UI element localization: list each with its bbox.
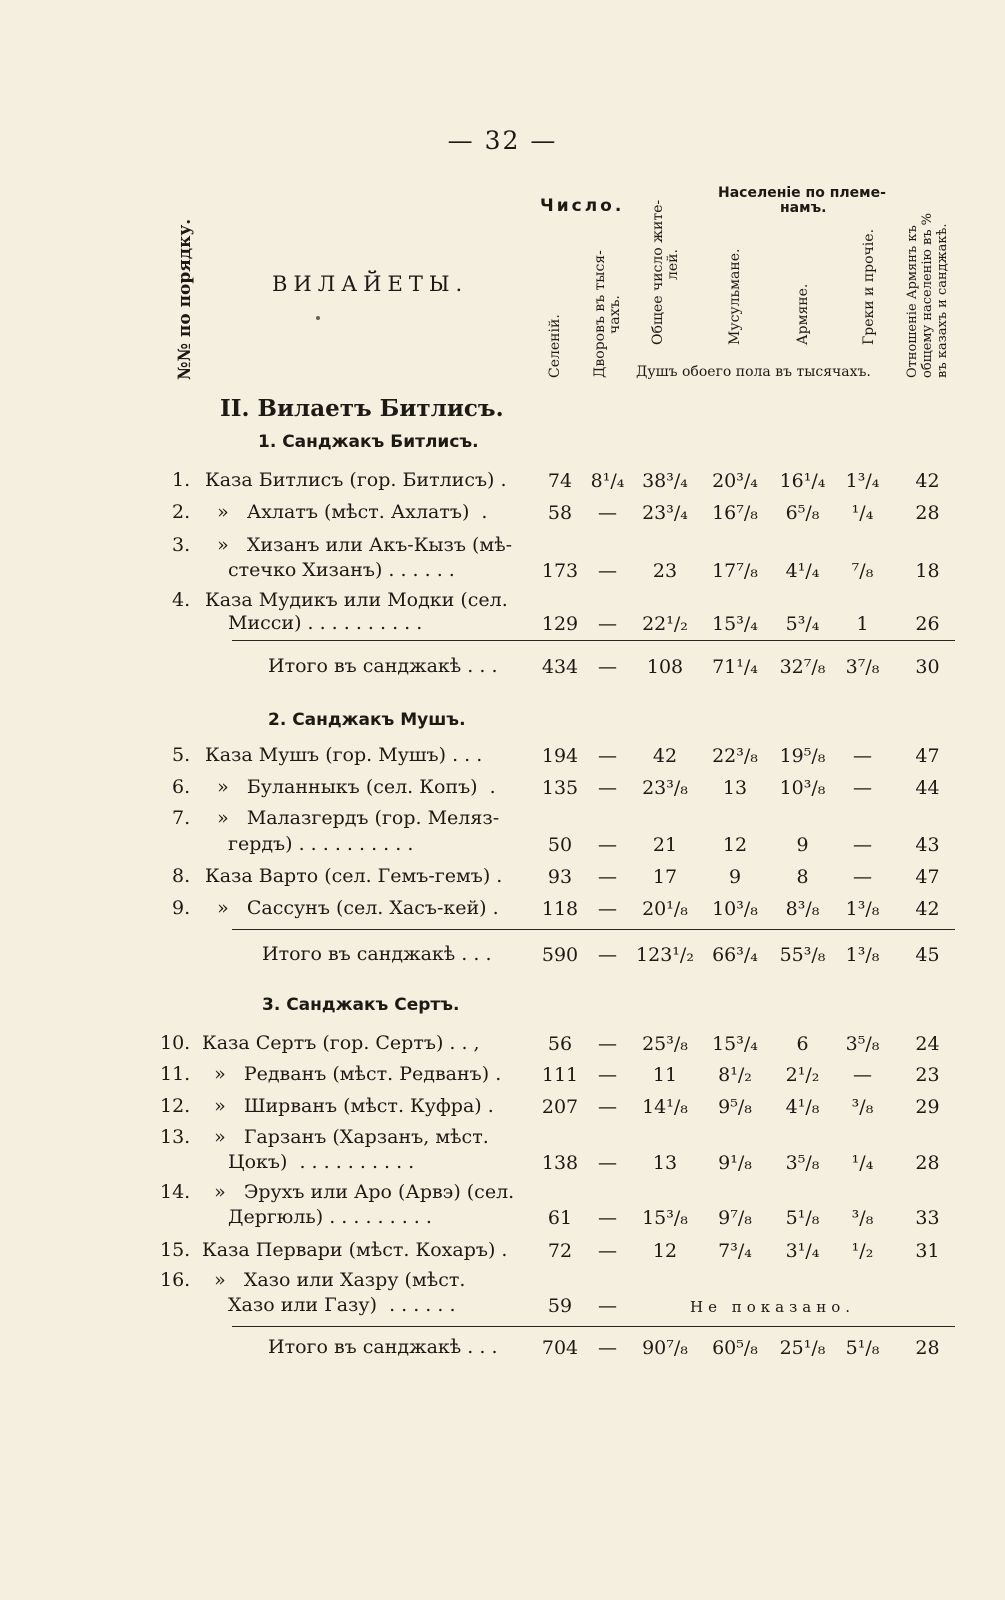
cell-greki: — bbox=[853, 834, 872, 856]
cell-seleniy: 50 bbox=[547, 834, 573, 856]
cell-seleniy: 138 bbox=[541, 1152, 579, 1174]
cell-seleniy: 135 bbox=[541, 777, 579, 799]
cell-percent: 47 bbox=[915, 745, 940, 767]
cell-obshchee: 123¹/₂ bbox=[636, 944, 694, 966]
cell-musulmane: 16⁷/₈ bbox=[712, 502, 758, 524]
cell-musulmane: 10³/₈ bbox=[712, 898, 758, 920]
cell-dvorov: — bbox=[598, 745, 617, 767]
cell-percent: 18 bbox=[915, 560, 940, 582]
row-number: 15. bbox=[160, 1239, 191, 1261]
cell-obshchee: 22¹/₂ bbox=[642, 613, 688, 635]
total-label: Итого въ санджакѣ . . . bbox=[262, 943, 492, 965]
cell-dvorov: — bbox=[598, 502, 617, 524]
cell-obshchee: 90⁷/₈ bbox=[642, 1337, 688, 1359]
cell-seleniy: 72 bbox=[547, 1240, 573, 1262]
header-naselenie-2: намъ. bbox=[780, 200, 827, 216]
cell-greki: ¹/₄ bbox=[851, 502, 874, 524]
header-dvorov-2: чахъ. bbox=[607, 295, 623, 334]
cell-percent: 47 bbox=[915, 866, 940, 888]
cell-percent: 26 bbox=[915, 613, 940, 635]
cell-musulmane: 60⁵/₈ bbox=[712, 1337, 758, 1359]
cell-musulmane: 15³/₄ bbox=[712, 613, 758, 635]
row-number: 14. bbox=[160, 1181, 191, 1203]
cell-percent: 28 bbox=[915, 1152, 940, 1174]
header-col-number: №№ по порядку. bbox=[175, 218, 195, 380]
row-name: » Ширванъ (мѣст. Куфра) . bbox=[202, 1095, 494, 1117]
cell-seleniy: 61 bbox=[547, 1207, 573, 1229]
cell-musulmane: 13 bbox=[722, 777, 748, 799]
sanjak-title: 2. Санджакъ Мушъ. bbox=[268, 710, 466, 730]
cell-obshchee: 23³/₄ bbox=[642, 502, 688, 524]
cell-musulmane: 22³/₈ bbox=[712, 745, 758, 767]
cell-dvorov: — bbox=[598, 944, 617, 966]
cell-greki: — bbox=[853, 1064, 872, 1086]
cell-armiane: 4¹/₄ bbox=[785, 560, 820, 582]
cell-obshchee: 20¹/₈ bbox=[642, 898, 688, 920]
cell-dvorov: — bbox=[598, 1152, 617, 1174]
cell-percent: 29 bbox=[915, 1096, 940, 1118]
header-otnoshenie-1: Отношеніе Армянъ къ bbox=[905, 225, 920, 378]
header-obshchee-1: Общее число жите- bbox=[650, 199, 666, 345]
cell-greki: 1³/₄ bbox=[845, 470, 880, 492]
row-number: 16. bbox=[160, 1269, 191, 1291]
header-naselenie-1: Населеніе по племе- bbox=[718, 185, 886, 201]
cell-dvorov: 8¹/₄ bbox=[590, 470, 625, 492]
row-number: 12. bbox=[160, 1095, 191, 1117]
cell-obshchee: 21 bbox=[652, 834, 678, 856]
cell-dvorov: — bbox=[598, 1240, 617, 1262]
cell-musulmane: 12 bbox=[722, 834, 748, 856]
row-name: » Буланныкъ (сел. Копъ) . bbox=[205, 776, 496, 798]
cell-greki: 1 bbox=[856, 613, 869, 635]
cell-armiane: 3¹/₄ bbox=[785, 1240, 820, 1262]
cell-armiane: 10³/₈ bbox=[779, 777, 826, 799]
cell-percent: 28 bbox=[915, 502, 940, 524]
cell-greki: 3⁷/₈ bbox=[845, 656, 880, 678]
row-number: 4. bbox=[172, 589, 191, 611]
row-name: » Гарзанъ (Харзанъ, мѣст. bbox=[202, 1126, 489, 1148]
cell-percent: 23 bbox=[915, 1064, 940, 1086]
cell-greki: 3⁵/₈ bbox=[845, 1033, 880, 1055]
cell-obshchee: 38³/₄ bbox=[642, 470, 688, 492]
row-number: 6. bbox=[172, 776, 191, 798]
cell-musulmane: 7³/₄ bbox=[718, 1240, 752, 1262]
cell-greki: — bbox=[853, 866, 872, 888]
cell-greki: ¹/₂ bbox=[851, 1240, 874, 1262]
row-name-cont: Дергюль) . . . . . . . . . bbox=[228, 1206, 432, 1228]
cell-seleniy: 93 bbox=[547, 866, 573, 888]
row-name-cont: стечко Хизанъ) . . . . . . bbox=[228, 559, 455, 581]
cell-dvorov: — bbox=[598, 898, 617, 920]
cell-seleniy: 173 bbox=[541, 560, 579, 582]
cell-armiane: 6⁵/₈ bbox=[785, 502, 820, 524]
cell-obshchee: 13 bbox=[652, 1152, 678, 1174]
total-label: Итого въ санджакѣ . . . bbox=[268, 1336, 498, 1358]
cell-obshchee: 108 bbox=[646, 656, 684, 678]
row-name: » Эрухъ или Аро (Арвэ) (сел. bbox=[202, 1181, 515, 1203]
cell-obshchee: 17 bbox=[652, 866, 678, 888]
header-musulmane: Мусульмане. bbox=[727, 248, 743, 345]
cell-armiane: 2¹/₂ bbox=[785, 1064, 820, 1086]
row-name: » Хазо или Хазру (мѣст. bbox=[202, 1269, 466, 1291]
row-name: Каза Мушъ (гор. Мушъ) . . . bbox=[205, 744, 483, 766]
cell-dvorov: — bbox=[598, 866, 617, 888]
cell-seleniy: 118 bbox=[541, 898, 579, 920]
header-vilayets: ВИЛАЙЕТЫ. bbox=[272, 272, 469, 296]
cell-musulmane: 66³/₄ bbox=[712, 944, 758, 966]
row-name: Каза Битлисъ (гор. Битлисъ) . bbox=[205, 469, 507, 491]
total-rule bbox=[232, 1326, 955, 1327]
cell-seleniy: 58 bbox=[547, 502, 573, 524]
row-number: 1. bbox=[172, 469, 191, 491]
row-name: » Ахлатъ (мѣст. Ахлатъ) . bbox=[205, 501, 488, 523]
total-rule bbox=[232, 929, 955, 930]
cell-percent: 43 bbox=[915, 834, 940, 856]
cell-obshchee: 23³/₈ bbox=[642, 777, 688, 799]
cell-armiane: 16¹/₄ bbox=[779, 470, 826, 492]
cell-greki: — bbox=[853, 777, 872, 799]
header-greki: Греки и прочіе. bbox=[861, 228, 877, 345]
cell-percent: 28 bbox=[915, 1337, 940, 1359]
sanjak-title: 1. Санджакъ Битлисъ. bbox=[258, 432, 479, 452]
cell-greki: ³/₈ bbox=[851, 1207, 874, 1229]
total-label: Итого въ санджакѣ . . . bbox=[268, 655, 498, 677]
row-name: » Сассунъ (сел. Хасъ-кей) . bbox=[205, 897, 499, 919]
cell-greki: — bbox=[853, 745, 872, 767]
cell-armiane: 8 bbox=[796, 866, 809, 888]
row-name-cont: Хазо или Газу) . . . . . . bbox=[228, 1294, 456, 1316]
cell-dvorov: — bbox=[598, 656, 617, 678]
row-name-cont: гердъ) . . . . . . . . . . bbox=[228, 833, 414, 855]
cell-musulmane: 20³/₄ bbox=[712, 470, 758, 492]
cell-percent: 45 bbox=[915, 944, 940, 966]
row-number: 9. bbox=[172, 897, 191, 919]
cell-musulmane: 9¹/₈ bbox=[718, 1152, 752, 1174]
row-number: 3. bbox=[172, 534, 191, 556]
cell-armiane: 6 bbox=[796, 1033, 809, 1055]
cell-armiane: 5¹/₈ bbox=[785, 1207, 820, 1229]
cell-seleniy: 590 bbox=[541, 944, 579, 966]
row-name: Каза Первари (мѣст. Кохаръ) . bbox=[202, 1239, 508, 1261]
row-name: Каза Мудикъ или Модки (сел. bbox=[205, 589, 508, 611]
cell-armiane: 25¹/₈ bbox=[779, 1337, 826, 1359]
cell-musulmane: 9 bbox=[728, 866, 742, 888]
cell-armiane: 5³/₄ bbox=[785, 613, 820, 635]
header-dush: Душъ обоего пола въ тысячахъ. bbox=[636, 364, 871, 380]
row-number: 11. bbox=[160, 1063, 191, 1085]
header-seleniy: Селеній. bbox=[547, 314, 563, 378]
row-name: Каза Сертъ (гор. Сертъ) . . , bbox=[202, 1032, 480, 1054]
cell-obshchee: 15³/₈ bbox=[642, 1207, 688, 1229]
cell-musulmane: 8¹/₂ bbox=[718, 1064, 752, 1086]
cell-dvorov: — bbox=[598, 1064, 617, 1086]
row-number: 5. bbox=[172, 744, 191, 766]
cell-greki: 1³/₈ bbox=[845, 944, 880, 966]
header-obshchee-2: лей. bbox=[665, 249, 681, 280]
cell-obshchee: 23 bbox=[652, 560, 678, 582]
header-chislo: Число. bbox=[540, 196, 625, 216]
cell-percent: 33 bbox=[915, 1207, 940, 1229]
cell-armiane: 8³/₈ bbox=[785, 898, 820, 920]
cell-armiane: 9 bbox=[796, 834, 809, 856]
cell-obshchee: 12 bbox=[652, 1240, 678, 1262]
cell-musulmane: 9⁵/₈ bbox=[718, 1096, 752, 1118]
header-dvorov-1: Дворовъ въ тыся- bbox=[592, 250, 608, 378]
cell-armiane: 4¹/₈ bbox=[785, 1096, 820, 1118]
cell-percent: 24 bbox=[915, 1033, 940, 1055]
row-name-cont: Мисси) . . . . . . . . . . bbox=[228, 612, 423, 634]
cell-musulmane: 71¹/₄ bbox=[712, 656, 758, 678]
sanjak-title: 3. Санджакъ Сертъ. bbox=[262, 995, 460, 1015]
cell-obshchee: 42 bbox=[652, 745, 678, 767]
header-otnoshenie-3: въ казахъ и санджакѣ. bbox=[935, 223, 950, 378]
not-shown-note: Не показано. bbox=[690, 1298, 855, 1316]
cell-armiane: 19⁵/₈ bbox=[779, 745, 826, 767]
cell-musulmane: 9⁷/₈ bbox=[718, 1207, 752, 1229]
header-otnoshenie-2: общему населенію въ % bbox=[920, 212, 935, 378]
cell-dvorov: — bbox=[598, 560, 617, 582]
cell-greki: ³/₈ bbox=[851, 1096, 874, 1118]
row-number: 10. bbox=[160, 1032, 191, 1054]
cell-musulmane: 15³/₄ bbox=[712, 1033, 758, 1055]
cell-dvorov: — bbox=[598, 1033, 617, 1055]
cell-dvorov: — bbox=[598, 613, 617, 635]
cell-dvorov: — bbox=[598, 777, 617, 799]
cell-percent: 31 bbox=[915, 1240, 940, 1262]
cell-seleniy: 111 bbox=[541, 1064, 579, 1086]
cell-percent: 42 bbox=[915, 898, 940, 920]
cell-greki: ¹/₄ bbox=[851, 1152, 874, 1174]
cell-greki: ⁷/₈ bbox=[851, 560, 874, 582]
cell-obshchee: 25³/₈ bbox=[642, 1033, 688, 1055]
row-name: » Редванъ (мѣст. Редванъ) . bbox=[202, 1063, 502, 1085]
vilayet-title: II. Вилаетъ Битлисъ. bbox=[220, 395, 504, 422]
total-rule bbox=[232, 640, 955, 641]
cell-percent: 44 bbox=[915, 777, 940, 799]
row-name: Каза Варто (сел. Гемъ-гемъ) . bbox=[205, 865, 503, 887]
row-number: 13. bbox=[160, 1126, 191, 1148]
row-name: » Малазгердъ (гор. Меляз- bbox=[205, 807, 500, 829]
row-number: 8. bbox=[172, 865, 191, 887]
header-armiane: Армяне. bbox=[795, 283, 811, 345]
row-number: 2. bbox=[172, 501, 191, 523]
cell-dvorov: — bbox=[598, 1337, 617, 1359]
cell-greki: 5¹/₈ bbox=[845, 1337, 880, 1359]
cell-percent: 42 bbox=[915, 470, 940, 492]
row-number: 7. bbox=[172, 807, 191, 829]
cell-armiane: 55³/₈ bbox=[779, 944, 826, 966]
cell-seleniy: 129 bbox=[541, 613, 579, 635]
cell-seleniy: 194 bbox=[541, 745, 579, 767]
cell-dvorov: — bbox=[598, 1207, 617, 1229]
row-name: » Хизанъ или Акъ-Кызъ (мѣ- bbox=[205, 534, 513, 556]
cell-obshchee: 11 bbox=[652, 1064, 678, 1086]
row-name-cont: Цокъ) . . . . . . . . . . bbox=[228, 1151, 415, 1173]
cell-seleniy: 59 bbox=[547, 1295, 573, 1317]
cell-greki: 1³/₈ bbox=[845, 898, 880, 920]
page-number: — 32 — bbox=[447, 126, 558, 155]
cell-obshchee: 14¹/₈ bbox=[642, 1096, 688, 1118]
cell-seleniy: 704 bbox=[541, 1337, 579, 1359]
cell-armiane: 3⁵/₈ bbox=[785, 1152, 820, 1174]
ink-dot bbox=[316, 316, 320, 320]
cell-dvorov: — bbox=[598, 834, 617, 856]
cell-seleniy: 74 bbox=[547, 470, 573, 492]
cell-seleniy: 207 bbox=[541, 1096, 579, 1118]
cell-dvorov: — bbox=[598, 1295, 617, 1317]
cell-armiane: 32⁷/₈ bbox=[779, 656, 826, 678]
cell-seleniy: 434 bbox=[541, 656, 579, 678]
cell-percent: 30 bbox=[915, 656, 940, 678]
cell-musulmane: 17⁷/₈ bbox=[712, 560, 758, 582]
cell-dvorov: — bbox=[598, 1096, 617, 1118]
cell-seleniy: 56 bbox=[547, 1033, 573, 1055]
